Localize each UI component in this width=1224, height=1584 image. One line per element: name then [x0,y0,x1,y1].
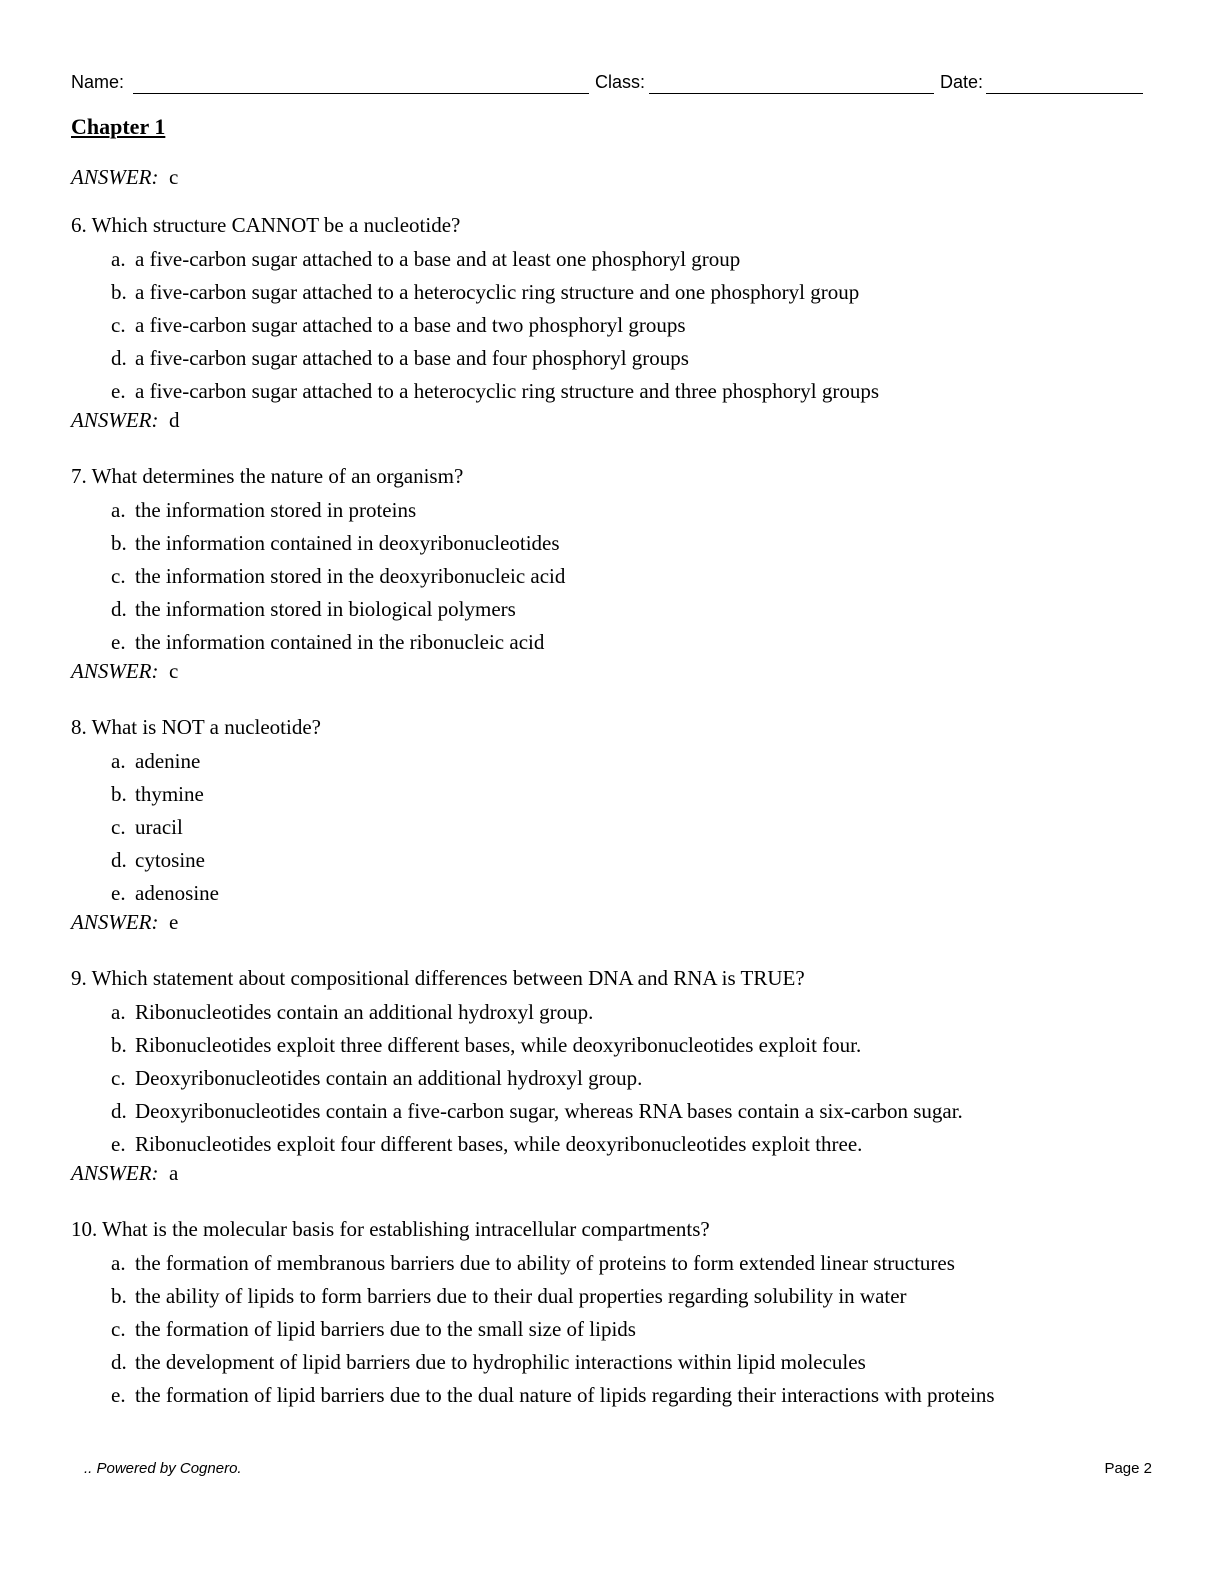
choice-letter: a. [111,749,126,773]
choice-text: a five-carbon sugar attached to a heterocyclic ring structure and one phosphoryl group [135,280,860,304]
choice-letter: a. [111,1251,126,1275]
answer-choice [71,780,1151,808]
powered-by: .. Powered by Cognero. [84,1460,242,1477]
choice-text: the information stored in biological polymers [135,597,516,621]
question-block [71,712,1151,937]
choice-text: Ribonucleotides exploit four different bases, while deoxyribonucleotides exploit three. [135,1132,863,1156]
answer-value: d [168,408,180,432]
class-label: Class: [595,72,646,92]
question-text: 9. Which statement about compositional differences between DNA and RNA is TRUE? [71,966,805,990]
choice-text: Ribonucleotides contain an additional hydroxyl group. [135,1000,594,1024]
choice-letter: c. [111,313,126,337]
answer-choice [71,562,1151,590]
question-block [71,210,1151,435]
answer-choice [71,311,1151,339]
answer-label: ANSWER: [71,1161,159,1185]
choice-text: the development of lipid barriers due to hydrophilic interactions within lipid molecules [135,1350,866,1374]
question-text: 7. What determines the nature of an organism? [71,464,464,488]
choice-text: the formation of lipid barriers due to the small size of lipids [135,1317,636,1341]
answer-choice [71,1282,1151,1310]
answer-value: a [168,1161,179,1185]
question-block [71,461,1151,686]
answer-choice [71,1031,1151,1059]
answer-line [71,1158,1151,1188]
choice-letter: e. [111,881,126,905]
choice-letter: d. [111,346,127,370]
choice-text: the formation of membranous barriers due to ability of proteins to form extended linear structures [135,1251,955,1275]
choice-letter: c. [111,1066,126,1090]
choice-text: a five-carbon sugar attached to a heterocyclic ring structure and three phosphoryl groups [135,379,880,403]
choice-letter: b. [111,1033,127,1057]
date-label: Date: [940,72,984,92]
page-number: Page 2 [1104,1460,1152,1477]
question-list [71,162,1151,1409]
choice-letter: b. [111,782,127,806]
answer-label: ANSWER: [71,408,159,432]
choice-text: Deoxyribonucleotides contain a five-carbon sugar, whereas RNA bases contain a six-carbon sugar. [135,1099,963,1123]
date-line [986,93,1143,94]
question-text: 6. Which structure CANNOT be a nucleotide? [71,213,461,237]
choice-letter: c. [111,815,126,839]
question-block [71,1214,1151,1409]
answer-choice [71,1249,1151,1277]
answer-choice [71,595,1151,623]
choice-letter: d. [111,1350,127,1374]
choice-text: the formation of lipid barriers due to the dual nature of lipids regarding their interactions with proteins [135,1383,995,1407]
choice-letter: c. [111,1317,126,1341]
header-fields [71,70,1143,98]
question-text: 8. What is NOT a nucleotide? [71,715,321,739]
choice-text: Deoxyribonucleotides contain an additional hydroxyl group. [135,1066,643,1090]
class-line [649,93,934,94]
choice-letter: e. [111,630,126,654]
answer-choice [71,747,1151,775]
answer-choice [71,998,1151,1026]
answer-choice [71,1130,1151,1158]
answer-choice [71,529,1151,557]
answer-choice [71,1315,1151,1343]
name-line [133,93,589,94]
choice-text: Ribonucleotides exploit three different bases, while deoxyribonucleotides exploit four. [135,1033,862,1057]
choice-letter: c. [111,564,126,588]
answer-label: ANSWER: [71,659,159,683]
answer-choice [71,846,1151,874]
choice-letter: e. [111,1383,126,1407]
answer-choice [71,813,1151,841]
name-label: Name: [71,72,125,92]
answer-choice [71,496,1151,524]
choice-letter: b. [111,531,127,555]
chapter-title: Chapter 1 [71,114,166,139]
choice-text: uracil [135,815,183,839]
answer-choice [71,377,1151,405]
choice-text: the information stored in proteins [135,498,417,522]
choice-text: the information contained in deoxyribonucleotides [135,531,560,555]
choice-letter: e. [111,1132,126,1156]
answer-choice [71,344,1151,372]
answer-line [71,405,1151,435]
answer-label: ANSWER: [71,910,159,934]
answer-line [71,907,1151,937]
answer-choice [71,628,1151,656]
choice-text: thymine [135,782,204,806]
choice-letter: a. [111,498,126,522]
answer-value: c [168,165,179,189]
answer-value: c [168,659,179,683]
choice-text: adenosine [135,881,219,905]
answer-choice [71,879,1151,907]
answer-choice [71,245,1151,273]
choice-text: cytosine [135,848,205,872]
answer-choice [71,1348,1151,1376]
answer-choice [71,1064,1151,1092]
answer-line [71,656,1151,686]
choice-letter: d. [111,1099,127,1123]
answer-choice [71,1097,1151,1125]
answer-choice [71,1381,1151,1409]
choice-letter: a. [111,247,126,271]
choice-letter: b. [111,280,127,304]
choice-letter: e. [111,379,126,403]
answer-label: ANSWER: [71,165,159,189]
choice-text: the information stored in the deoxyribonucleic acid [135,564,566,588]
answer-line [71,162,1151,192]
choice-letter: d. [111,597,127,621]
choice-letter: a. [111,1000,126,1024]
question-text: 10. What is the molecular basis for establishing intracellular compartments? [71,1217,710,1241]
choice-letter: d. [111,848,127,872]
choice-text: a five-carbon sugar attached to a base and four phosphoryl groups [135,346,689,370]
choice-letter: b. [111,1284,127,1308]
choice-text: the information contained in the ribonucleic acid [135,630,545,654]
question-block [71,963,1151,1188]
choice-text: adenine [135,749,201,773]
choice-text: the ability of lipids to form barriers due to their dual properties regarding solubility in water [135,1284,907,1308]
choice-text: a five-carbon sugar attached to a base and two phosphoryl groups [135,313,686,337]
answer-value: e [168,910,179,934]
choice-text: a five-carbon sugar attached to a base and at least one phosphoryl group [135,247,741,271]
answer-choice [71,278,1151,306]
